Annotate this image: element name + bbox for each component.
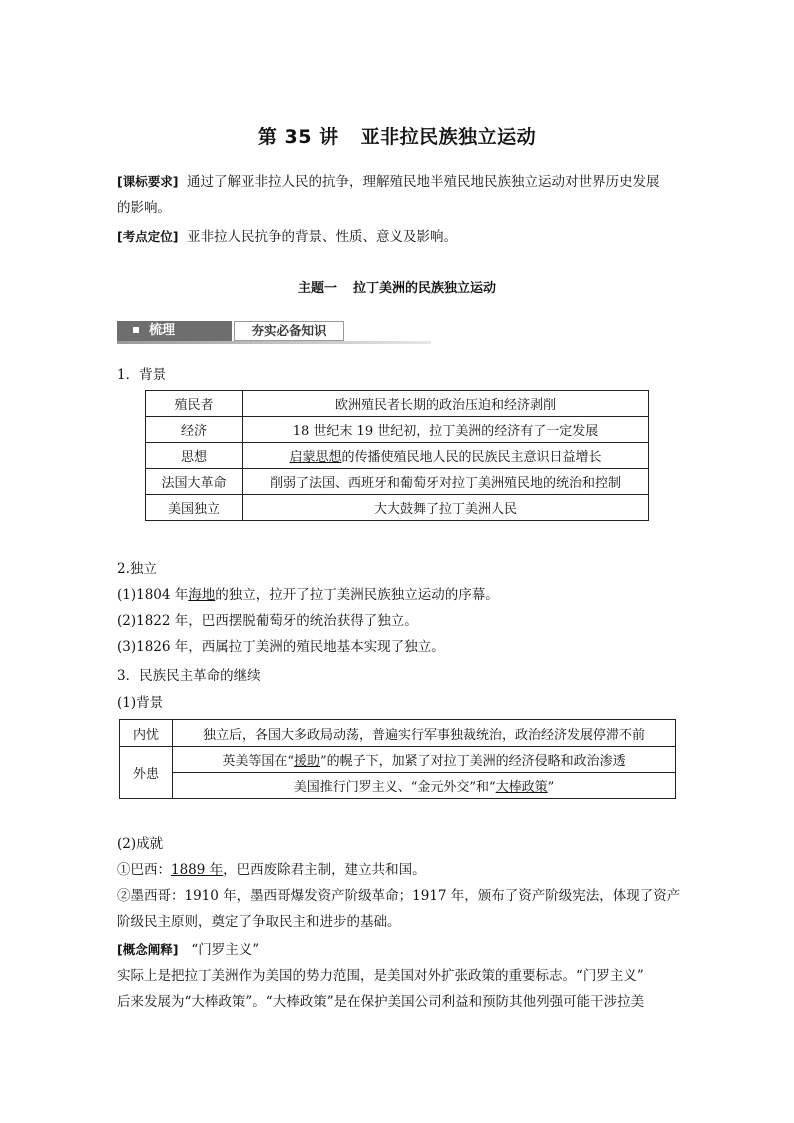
table-value: 削弱了法国、西班牙和葡萄牙对拉丁美洲殖民地的统治和控制	[243, 469, 649, 495]
section1-heading: 1．背景	[117, 367, 167, 383]
theme-name: 拉丁美洲的民族独立运动	[353, 281, 497, 296]
underlined-term: 海地	[188, 587, 216, 603]
requirements-tag: [课标要求]	[117, 174, 179, 189]
item-text: ，巴西废除君主制，建立共和国。	[223, 862, 426, 878]
concept-tag: [概念阐释]	[117, 942, 179, 957]
independence-item-3: (3)1826 年，西属拉丁美洲的殖民地基本实现了独立。	[117, 639, 445, 655]
section3-heading: 3．民族民主革命的继续	[117, 668, 261, 684]
table-row	[120, 773, 676, 799]
table-value: 18 世纪末 19 世纪初，拉丁美洲的经济有了一定发展	[243, 417, 649, 443]
concept-line1: 实际上是把拉丁美洲作为美国的势力范围，是美国对外扩张政策的重要标志。“门罗主义”	[117, 968, 644, 984]
table-key: 外患	[120, 747, 173, 799]
table-row	[146, 495, 649, 521]
square-bullet-icon	[133, 327, 139, 333]
cell-text: 美国推行门罗主义、“金元外交”和“	[293, 780, 496, 795]
concept-heading	[117, 940, 259, 960]
table-row	[146, 417, 649, 443]
requirements-line1: 通过了解亚非拉人民的抗争，理解殖民地半殖民地民族独立运动对世界历史发展	[187, 174, 660, 190]
table-key: 美国独立	[146, 495, 243, 521]
table-row	[120, 720, 676, 747]
positioning-block	[117, 227, 682, 247]
lecture-name: 亚非拉民族独立运动	[360, 126, 537, 148]
lecture-number: 第 35 讲	[257, 126, 339, 148]
table-value	[243, 443, 649, 469]
requirements-line2: 的影响。	[117, 200, 171, 216]
achievement-brazil	[117, 860, 426, 880]
table-key: 内忧	[120, 720, 173, 747]
concept-term: “门罗主义”	[191, 942, 260, 958]
cell-text: ”	[547, 780, 555, 795]
concept-line2: 后来发展为“大棒政策”。“大棒政策”是在保护美国公司利益和预防其他列强可能干涉拉美	[117, 994, 645, 1010]
table-value: 大大鼓舞了拉丁美洲人民	[243, 495, 649, 521]
banner-dark-label: 梳理	[149, 323, 176, 338]
requirements-block	[117, 172, 682, 192]
positioning-tag: [考点定位]	[117, 229, 179, 244]
achievements-subheading: (2)成就	[117, 836, 164, 852]
table-row	[146, 443, 649, 469]
banner-dark	[117, 321, 232, 341]
positioning-text: 亚非拉人民抗争的背景、性质、意义及影响。	[187, 229, 458, 245]
achievement-mexico-line1: ②墨西哥：1910 年，墨西哥爆发资产阶级革命；1917 年，颁布了资产阶级宪法，体现了资产	[117, 888, 681, 904]
section2-heading: 2.独立	[117, 561, 157, 577]
achievement-mexico-line2: 阶级民主原则，奠定了争取民主和进步的基础。	[117, 914, 401, 930]
table-row	[146, 391, 649, 417]
underlined-term: 援助	[293, 754, 320, 769]
table-value-rest: 的传播使殖民地人民的民族民主意识日益增长	[341, 450, 602, 465]
page-title	[0, 122, 794, 149]
revolution-background-table	[119, 719, 676, 799]
item-text: ①巴西：	[117, 862, 171, 878]
table-key: 经济	[146, 417, 243, 443]
table-key: 法国大革命	[146, 469, 243, 495]
table-value	[173, 747, 676, 773]
table-key: 思想	[146, 443, 243, 469]
cell-text: 英美等国在“	[222, 754, 294, 769]
theme-label: 主题一	[297, 281, 337, 296]
item-text: 的独立，拉开了拉丁美洲民族独立运动的序幕。	[215, 587, 499, 603]
cell-text: ”的幌子下，加紧了对拉丁美洲的经济侵略和政治渗透	[320, 754, 626, 769]
background-table	[145, 390, 649, 521]
table-row	[120, 747, 676, 773]
banner-underline	[117, 341, 431, 344]
independence-item-1	[117, 585, 499, 605]
table-value	[173, 773, 676, 799]
independence-item-2: (2)1822 年，巴西摆脱葡萄牙的统治获得了独立。	[117, 613, 418, 629]
table-row	[146, 469, 649, 495]
table-key: 殖民者	[146, 391, 243, 417]
banner-light-label: 夯实必备知识	[234, 321, 344, 341]
underlined-term: 启蒙思想	[289, 450, 342, 465]
theme-title	[0, 277, 794, 296]
item-text: (1)1804 年	[117, 587, 189, 603]
underlined-term: 1889 年	[171, 862, 224, 878]
section-banner	[117, 321, 431, 343]
table-value: 欧洲殖民者长期的政治压迫和经济剥削	[243, 391, 649, 417]
background-subheading: (1)背景	[117, 695, 164, 711]
table-value: 独立后，各国大多政局动荡，普遍实行军事独裁统治，政治经济发展停滞不前	[173, 720, 676, 747]
underlined-term: 大棒政策	[495, 780, 548, 795]
